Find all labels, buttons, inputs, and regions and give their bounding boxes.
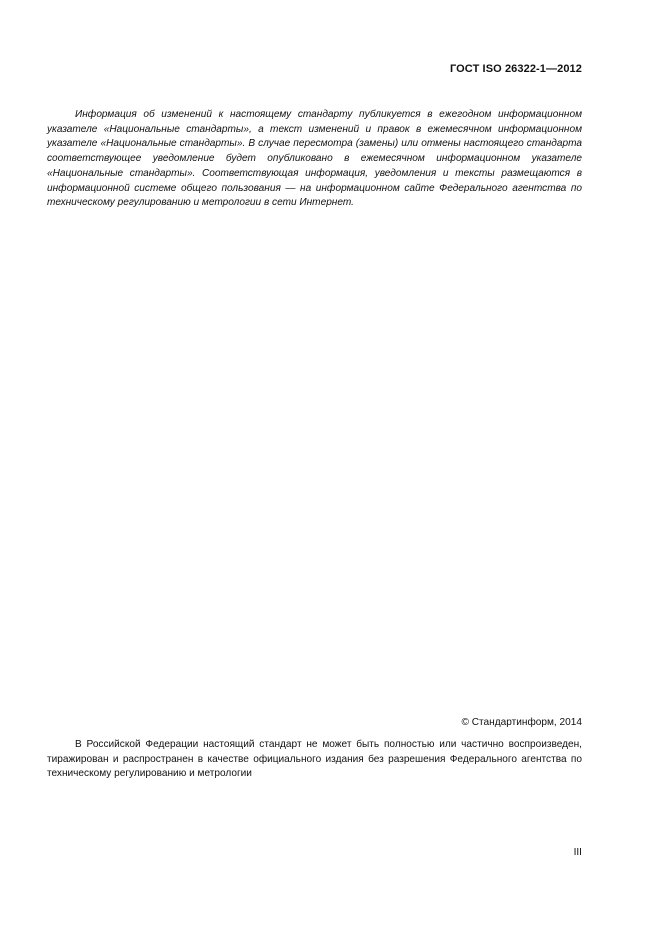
- copyright-line: © Стандартинформ, 2014: [461, 717, 582, 728]
- document-number-header: ГОСТ ISO 26322-1—2012: [449, 63, 582, 75]
- reproduction-rights-notice: В Российской Федерации настоящий стандарт не может быть полностью или частично воспроизведен, тиражирован и распространен в качестве официального издания без разрешения Федерального агентства по техническому регулированию и метрологии: [47, 739, 582, 780]
- standard-change-notice: Информация об изменений к настоящему стандарту публикуется в ежегодном информационном указателе «Национальные стандарты», а текст изменений и правок в ежемесячном информационном указателе «Национальные стандарты». В случае пересмотра (замены) или отмены настоящего стандарта соответствующее уведомление будет опубликовано в ежемесячном информационном указателе «Национальные стандарты». Соответствующая информация, уведомления и тексты размещаются в информационной системе общего пользования — на информационном сайте Федерального агентства по техническому регулированию и метрологии в сети Интернет.: [47, 109, 582, 209]
- page-number: III: [573, 847, 582, 858]
